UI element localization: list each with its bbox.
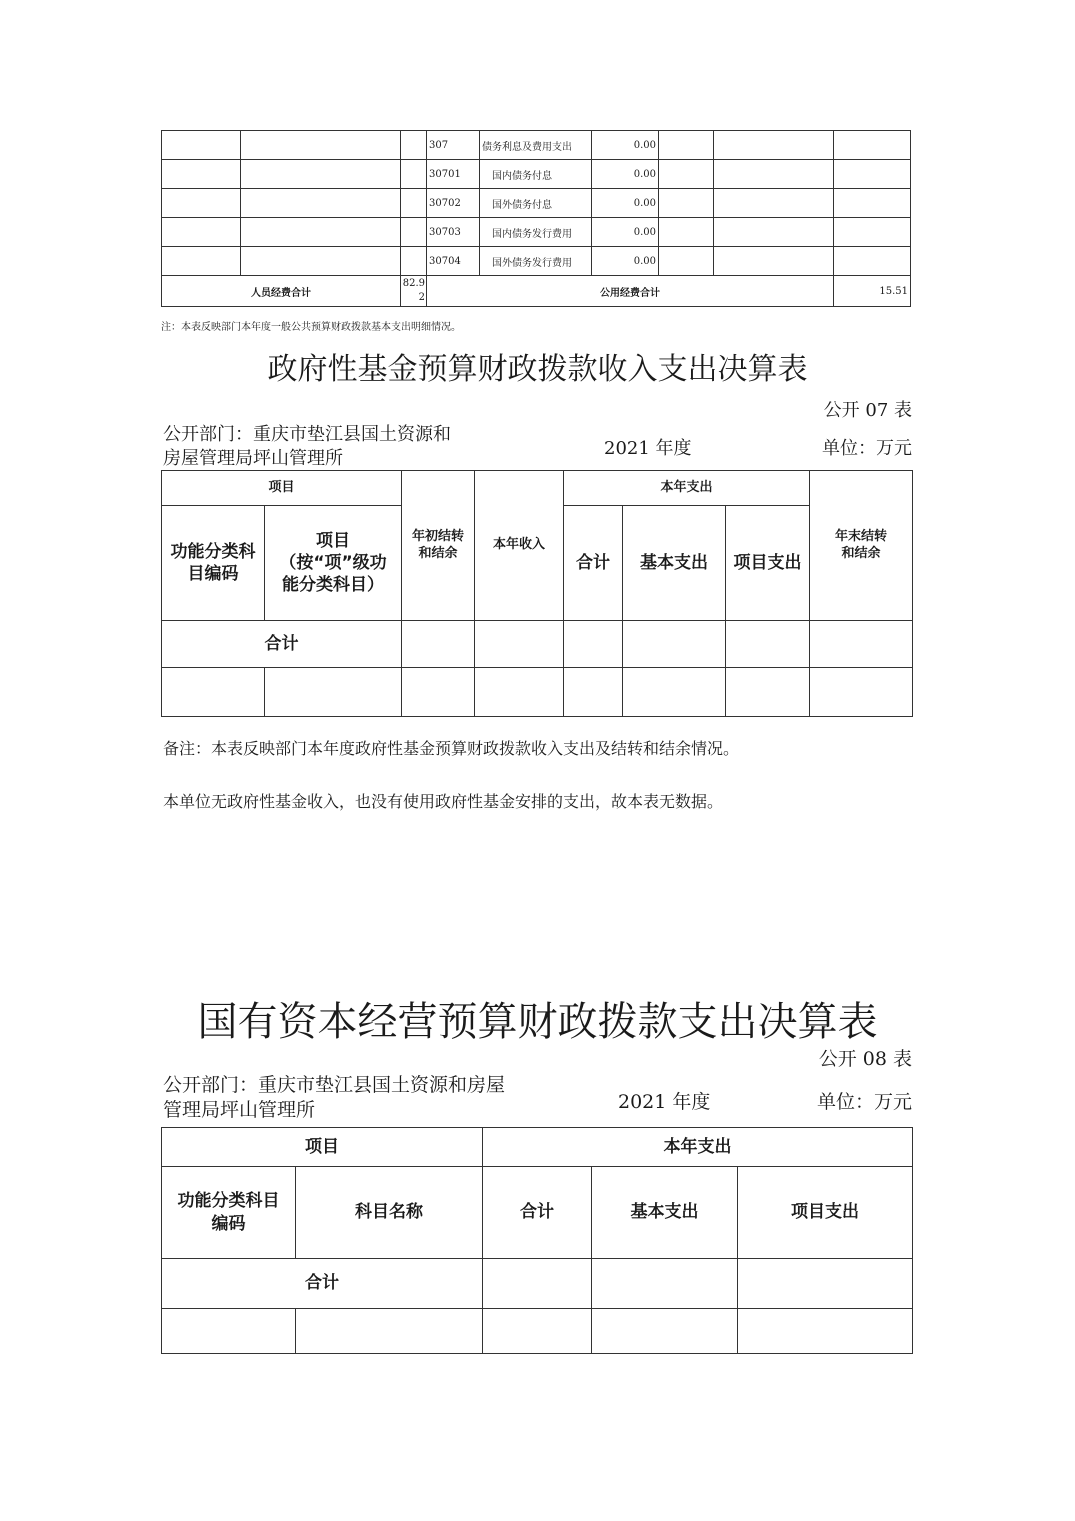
detail-rows [162,131,911,276]
state-capital-title: 国有资本经营预算财政拨款支出决算表 [197,999,878,1045]
personnel-total-value: 82.92 [401,276,427,307]
state-capital-table [161,1127,913,1354]
econ-code: 30703 [427,218,480,247]
header-total: 合计 [483,1167,592,1259]
detail-row [162,189,911,218]
total-row [162,1259,913,1309]
header-expense: 本年支出 [483,1128,913,1167]
header-end-balance: 年末结转和结余 [810,471,913,621]
econ-code: 30704 [427,247,480,276]
header-project: 项目 [162,471,402,506]
total-label: 合计 [162,621,402,668]
amount: 0.00 [592,247,659,276]
dept-info-2 [163,1073,505,1123]
detail-row [162,218,911,247]
econ-name: 国外债务付息 [480,189,592,218]
header-project-exp: 项目支出 [726,506,810,621]
dept-line-1: 公开部门：重庆市垫江县国土资源和 [163,424,451,445]
table-08-number: 公开 08 表 [818,1048,912,1070]
amount: 0.00 [592,218,659,247]
remark: 备注：本表反映部门本年度政府性基金预算财政拨款收入支出及结转和结余情况。 [163,739,740,758]
unit: 单位：万元 [822,438,912,459]
totals-row [162,276,911,307]
econ-code: 30702 [427,189,480,218]
fund-budget-title: 政府性基金预算财政拨款收入支出决算表 [267,352,808,387]
table-07-number: 公开 07 表 [823,400,912,421]
econ-name: 国内债务发行费用 [480,218,592,247]
unit: 单位：万元 [816,1091,912,1113]
header-project-by: 项目（按“项”级功能分类科目） [265,506,402,621]
empty-row [162,1309,913,1354]
detail-row [162,247,911,276]
amount: 0.00 [592,189,659,218]
total-label: 合计 [162,1259,483,1309]
public-total-value: 15.51 [834,276,911,307]
no-data-statement: 本单位无政府性基金收入，也没有使用政府性基金安排的支出，故本表无数据。 [163,792,724,811]
total-row [162,621,913,668]
header-begin-balance: 年初结转和结余 [402,471,475,621]
econ-name: 国外债务发行费用 [480,247,592,276]
header-project: 项目 [162,1128,483,1167]
header-func-code: 功能分类科目编码 [162,1167,296,1259]
table1-note: 注：本表反映部门本年度一般公共预算财政拨款基本支出明细情况。 [161,322,461,333]
public-total-label: 公用经费合计 [427,276,834,307]
header-expense: 本年支出 [564,471,810,506]
header-total: 合计 [564,506,623,621]
header-func-code: 功能分类科目编码 [162,506,265,621]
header-project-exp: 项目支出 [738,1167,913,1259]
header-basic: 基本支出 [623,506,726,621]
dept-line-1: 公开部门：重庆市垫江县国土资源和房屋 [163,1074,506,1096]
detail-row [162,131,911,160]
detail-row [162,160,911,189]
econ-code: 30701 [427,160,480,189]
amount: 0.00 [592,131,659,160]
header-subject-name: 科目名称 [296,1167,483,1259]
year: 2021 年度 [618,1091,711,1113]
basic-expense-detail-table [161,130,911,307]
header-basic: 基本支出 [592,1167,738,1259]
dept-line-2: 管理局坪山管理所 [163,1099,316,1121]
econ-code: 307 [427,131,480,160]
econ-name: 国内债务付息 [480,160,592,189]
empty-row [162,668,913,717]
amount: 0.00 [592,160,659,189]
fund-budget-table [161,470,913,717]
header-income: 本年收入 [475,471,564,621]
personnel-total-label: 人员经费合计 [162,276,401,307]
dept-line-2: 房屋管理局坪山管理所 [163,448,343,469]
econ-name: 债务利息及费用支出 [480,131,592,160]
dept-info [163,423,451,471]
year: 2021 年度 [604,438,692,459]
